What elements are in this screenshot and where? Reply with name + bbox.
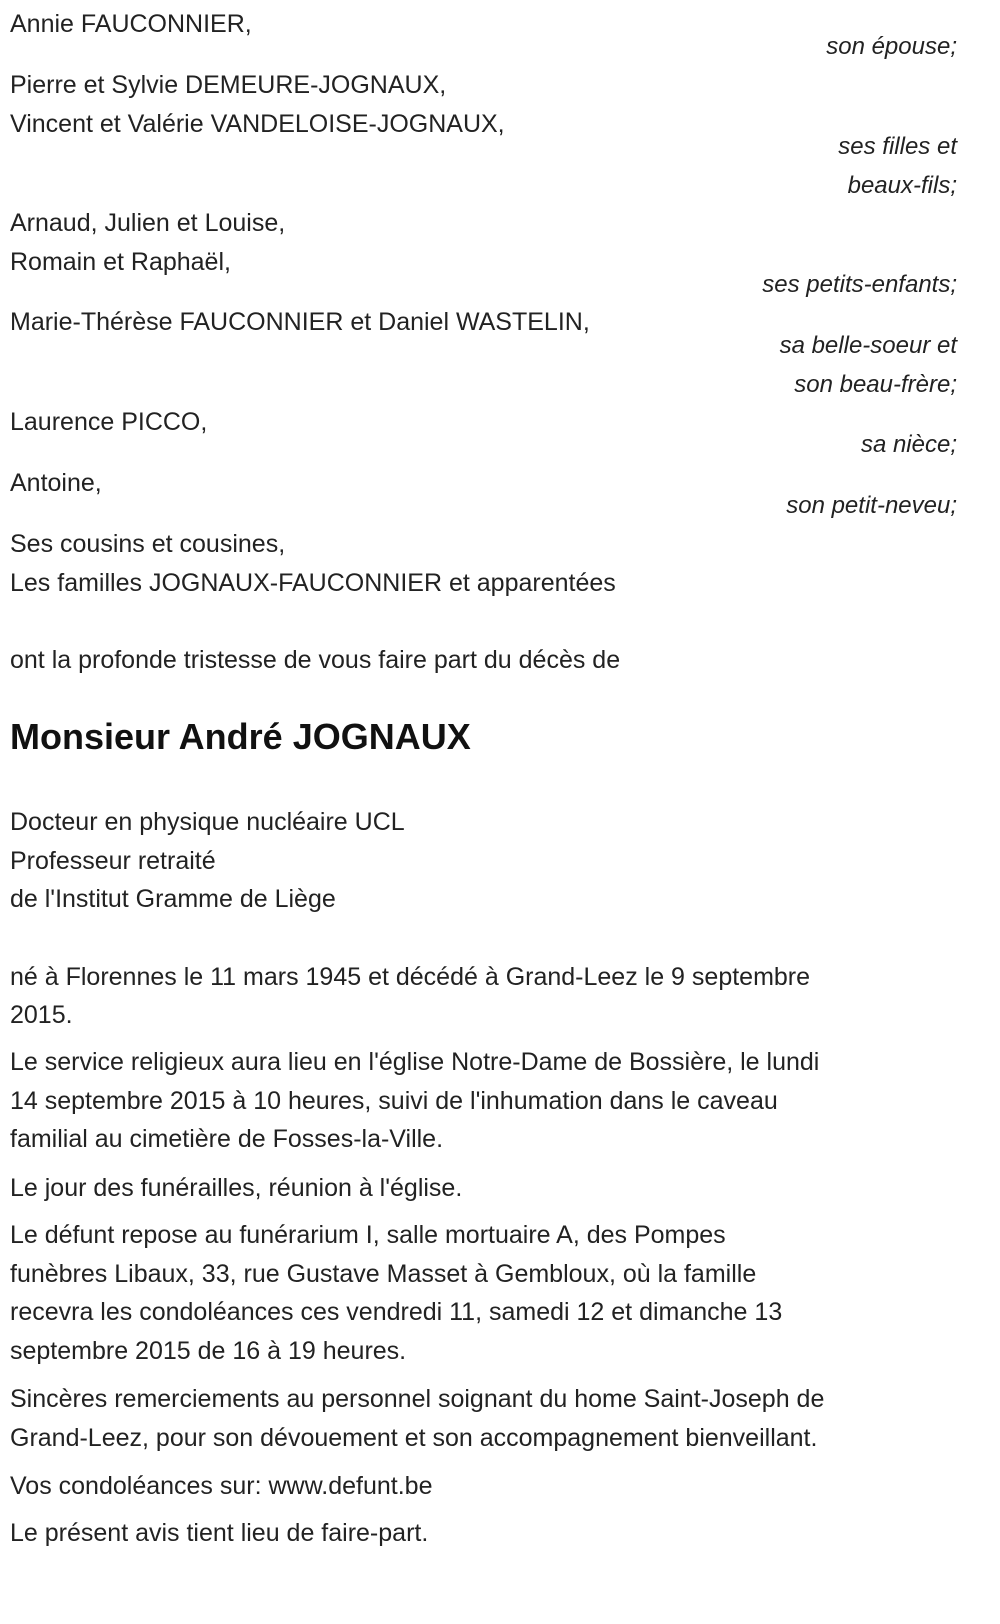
- title-line: Professeur retraité: [10, 847, 216, 875]
- deceased-name: Monsieur André JOGNAUX: [10, 716, 471, 757]
- meeting-line: Le jour des funérailles, réunion à l'église.: [10, 1174, 463, 1202]
- relation-label: son épouse;: [826, 33, 957, 60]
- relation-label: sa belle-soeur et: [779, 332, 957, 359]
- relation-label: beaux-fils;: [847, 172, 957, 199]
- announcement-text: ont la profonde tristesse de vous faire part du décès de: [10, 646, 621, 674]
- family-name-line: Arnaud, Julien et Louise,: [10, 209, 286, 237]
- service-line: 14 septembre 2015 à 10 heures, suivi de l'inhumation dans le caveau: [10, 1087, 778, 1115]
- family-name-line: Marie-Thérèse FAUCONNIER et Daniel WASTELIN,: [10, 308, 590, 336]
- service-line: Le service religieux aura lieu en l'église Notre-Dame de Bossière, le lundi: [10, 1048, 820, 1076]
- title-line: de l'Institut Gramme de Liège: [10, 885, 336, 913]
- family-name-line: Antoine,: [10, 469, 102, 497]
- family-name-line: Ses cousins et cousines,: [10, 530, 286, 558]
- family-name-line: Pierre et Sylvie DEMEURE-JOGNAUX,: [10, 71, 447, 99]
- relation-label: ses petits-enfants;: [762, 271, 957, 298]
- relation-label: son petit-neveu;: [786, 492, 957, 519]
- relation-label: sa nièce;: [860, 431, 957, 458]
- family-name-line: Les familles JOGNAUX-FAUCONNIER et apparentées: [10, 569, 616, 597]
- funerarium-line: funèbres Libaux, 33, rue Gustave Masset à Gembloux, où la famille: [10, 1260, 757, 1288]
- thanks-line: Grand-Leez, pour son dévouement et son accompagnement bienveillant.: [10, 1424, 818, 1452]
- funerarium-line: Le défunt repose au funérarium I, salle mortuaire A, des Pompes: [10, 1221, 726, 1249]
- family-name-line: Vincent et Valérie VANDELOISE-JOGNAUX,: [10, 110, 505, 138]
- relation-label: ses filles et: [838, 133, 957, 160]
- funerarium-line: septembre 2015 de 16 à 19 heures.: [10, 1337, 407, 1365]
- thanks-line: Sincères remerciements au personnel soignant du home Saint-Joseph de: [10, 1385, 825, 1413]
- service-line: familial au cimetière de Fosses-la-Ville.: [10, 1125, 444, 1153]
- notice-line: Le présent avis tient lieu de faire-part.: [10, 1519, 429, 1547]
- family-name-line: Annie FAUCONNIER,: [10, 10, 252, 38]
- birth-death-line: né à Florennes le 11 mars 1945 et décédé à Grand-Leez le 9 septembre: [10, 963, 811, 991]
- family-name-line: Laurence PICCO,: [10, 408, 208, 436]
- condolences-line: Vos condoléances sur: www.defunt.be: [10, 1472, 433, 1500]
- family-name-line: Romain et Raphaël,: [10, 248, 231, 276]
- funerarium-line: recevra les condoléances ces vendredi 11, samedi 12 et dimanche 13: [10, 1298, 783, 1326]
- birth-death-line: 2015.: [10, 1001, 73, 1029]
- title-line: Docteur en physique nucléaire UCL: [10, 808, 405, 836]
- relation-label: son beau-frère;: [794, 371, 957, 398]
